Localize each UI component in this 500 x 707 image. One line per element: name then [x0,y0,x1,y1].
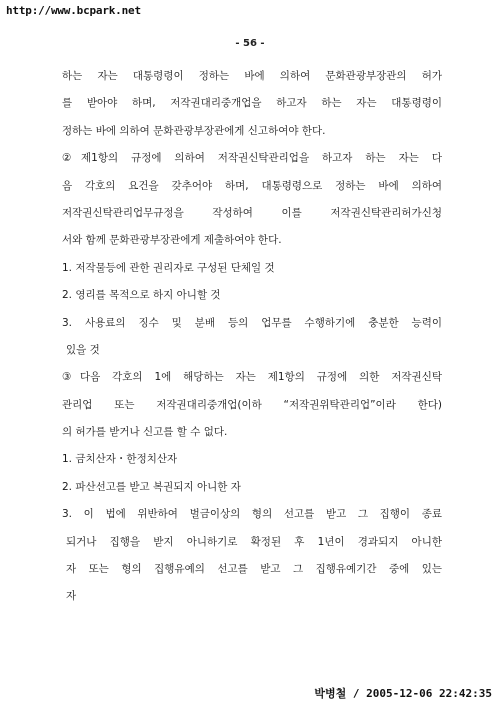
list-item: 2. 영리를 목적으로 하지 아니할 것 [62,289,221,302]
list-item: 3. 사용료의 징수 및 분배 등의 업무를 수행하기에 충분한 능력이 [62,316,442,329]
page-number: - 56 - [235,38,265,49]
list-item-continuation: 있을 것 [66,343,100,356]
list-item-continuation: 자 [66,590,77,603]
body-line: 를 받아야 하며, 저작권대리중개업을 하고자 하는 자는 대통령령이 [62,97,442,110]
list-item: 1. 저작물등에 관한 권리자로 구성된 단체일 것 [62,261,275,274]
watermark-url: http://www.bcpark.net [6,4,141,17]
body-line: ②제1항의 규정에 의하여 저작권신탁관리업을 하고자 하는 자는 다 [62,152,442,165]
list-item: 2. 파산선고를 받고 복권되지 아니한 자 [62,480,241,493]
body-line: 서와 함께 문화관광부장관에게 제출하여야 한다. [62,234,282,247]
list-item-continuation: 되거나 집행을 받지 아니하기로 확정된 후 1년이 경과되지 아니한 [66,535,442,548]
list-item: 3. 이 법에 위반하여 벌금이상의 형의 선고를 받고 그 집행이 종료 [62,508,442,521]
list-item: 1. 금치산자・한정치산자 [62,453,178,466]
list-item-continuation: 자 또는 형의 집행유예의 선고를 받고 그 집행유예기간 중에 있는 [66,563,442,576]
document-body [62,66,442,614]
footer-signature-timestamp: 박병철 / 2005-12-06 22:42:35 [314,687,492,700]
body-line: 정하는 바에 의하여 문화관광부장관에게 신고하여야 한다. [62,124,326,137]
body-line: 의 허가를 받거나 신고를 할 수 없다. [62,426,228,439]
body-line: 저작권신탁관리업무규정을 작성하여 이를 저작권신탁관리허가신청 [62,206,442,219]
body-line: 관리업 또는 저작권대리중개업(이하 “저작권위탁관리업”이라 한다) [62,398,442,411]
body-line: ③다음 각호의 1에 해당하는 자는 제1항의 규정에 의한 저작권신탁 [62,371,442,384]
body-line: 하는 자는 대통령령이 정하는 바에 의하여 문화관광부장관의 허가 [62,70,442,82]
body-line: 음 각호의 요건을 갖추어야 하며, 대통령령으로 정하는 바에 의하여 [62,179,442,192]
